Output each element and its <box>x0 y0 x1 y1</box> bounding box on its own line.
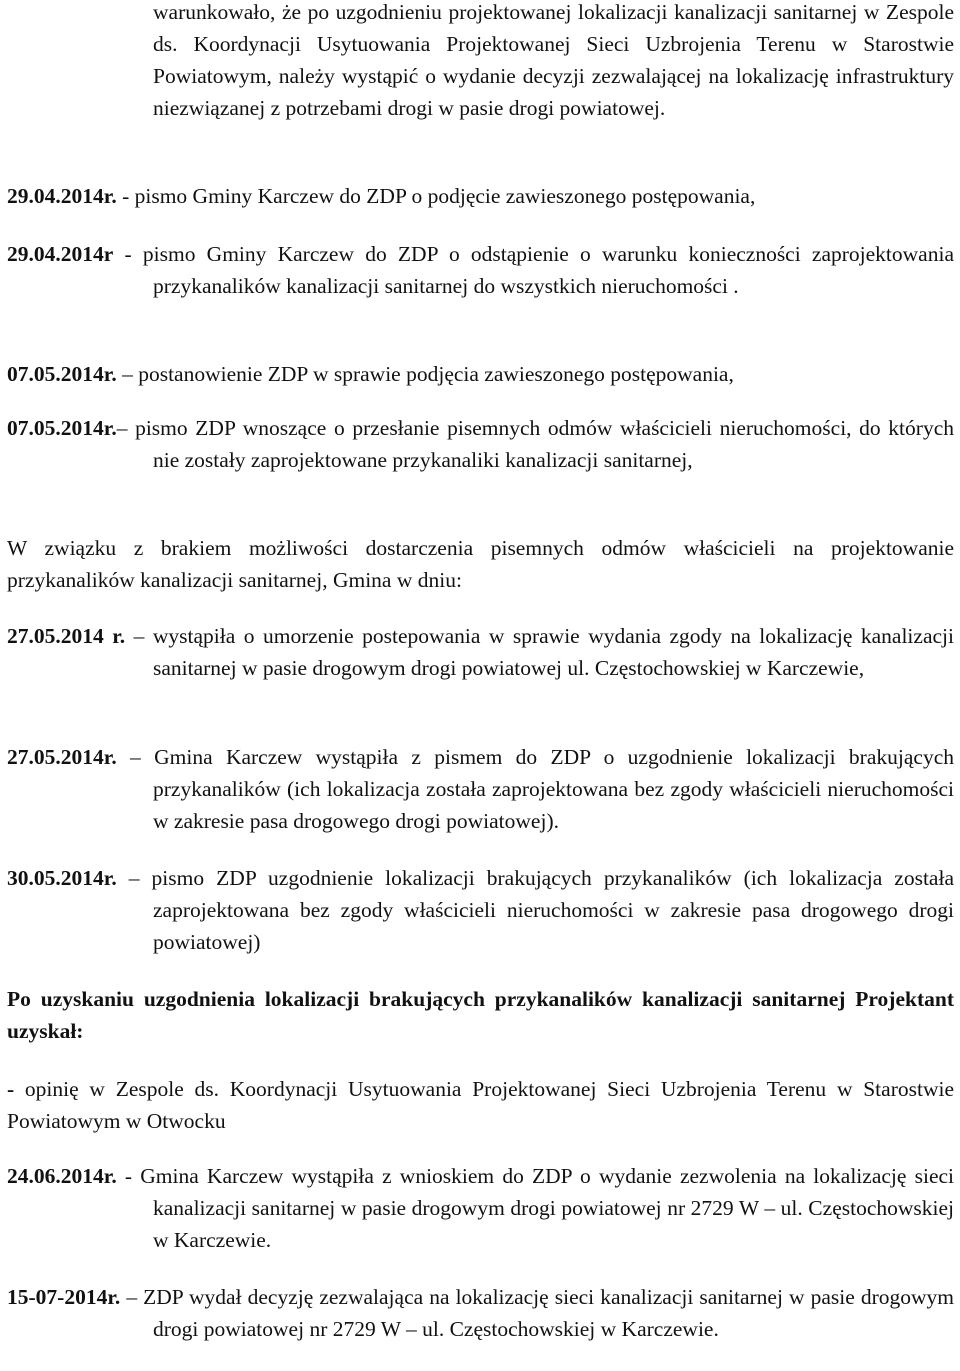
bullet-text: opinię w Zespole ds. Koordynacji Usytuowania Projektowanej Sieci Uzbrojenia Terenu w Starostwie Powiatowym w Otwocku <box>7 1077 954 1133</box>
bullet-dash: - <box>7 1077 15 1101</box>
entry-text: - pismo Gminy Karczew do ZDP o odstąpienie o warunku konieczności zaprojektowania przykanalików kanalizacji sanitarnej do wszystkich nieruchomości . <box>113 242 954 298</box>
entry-date: 07.05.2014r. <box>7 362 117 386</box>
entry-text: – ZDP wydał decyzję zezwalająca na lokalizację sieci kanalizacji sanitarnej w pasie drogowym drogi powiatowej nr 2729 W – ul. Częstochowskiej w Karczewie. <box>120 1285 954 1341</box>
timeline-entry <box>7 1281 954 1345</box>
entry-date: 30.05.2014r. <box>7 866 117 890</box>
entry-text: – pismo ZDP uzgodnienie lokalizacji brakujących przykanalików (ich lokalizacja została zaprojektowana bez zgody właścicieli nieruchomości w zakresie pasa drogowego drogi powiatowej) <box>116 866 954 954</box>
entry-date: 07.05.2014r. <box>7 416 117 440</box>
section-heading: Po uzyskaniu uzgodnienia lokalizacji brakujących przykanalików kanalizacji sanitarnej Projektant uzyskał: <box>7 987 954 1043</box>
entry-text: – wystąpiła o umorzenie postepowania w sprawie wydania zgody na lokalizację kanalizacji sanitarnej w pasie drogowym drogi powiatowej ul. Częstochowskiej w Karczewie, <box>125 624 954 680</box>
timeline-entry <box>7 741 954 837</box>
entry-date: 15-07-2014r. <box>7 1285 121 1309</box>
timeline-entry <box>7 180 954 212</box>
body-paragraph: W związku z brakiem możliwości dostarczenia pisemnych odmów właścicieli na projektowanie przykanalików kanalizacji sanitarnej, Gmina w dniu: <box>7 536 954 592</box>
intro-paragraph: warunkowało, że po uzgodnieniu projektowanej lokalizacji kanalizacji sanitarnej w Zespole ds. Koordynacji Usytuowania Projektowanej Sieci Uzbrojenia Terenu w Starostwie Powiatowym, należy wystąpić o wydanie decyzji zezwalającej na lokalizację infrastruktury niezwiązanej z potrzebami drogi w pasie drogi powiatowej. <box>153 0 954 120</box>
entry-date: 29.04.2014r <box>7 242 114 266</box>
entry-date: 27.05.2014r. <box>7 745 117 769</box>
entry-text: - Gmina Karczew wystąpiła z wnioskiem do ZDP o wydanie zezwolenia na lokalizację sieci kanalizacji sanitarnej w pasie drogowym drogi powiatowej nr 2729 W – ul. Częstochowskiej w Karczewie. <box>116 1164 954 1252</box>
entry-date: 27.05.2014 r. <box>7 624 126 648</box>
timeline-entry <box>7 620 954 684</box>
timeline-entry <box>7 238 954 302</box>
timeline-entry <box>7 862 954 958</box>
entry-date: 24.06.2014r. <box>7 1164 117 1188</box>
timeline-entry <box>7 358 954 390</box>
entry-text: – pismo ZDP wnoszące o przesłanie pisemnych odmów właścicieli nieruchomości, do których nie zostały zaprojektowane przykanaliki kanalizacji sanitarnej, <box>116 416 954 472</box>
entry-text: – postanowienie ZDP w sprawie podjęcia zawieszonego postępowania, <box>116 362 734 386</box>
timeline-entry <box>7 1160 954 1256</box>
entry-text: - pismo Gminy Karczew do ZDP o podjęcie zawieszonego postępowania, <box>116 184 756 208</box>
bullet-item <box>7 1073 954 1137</box>
entry-text: – Gmina Karczew wystąpiła z pismem do ZDP o uzgodnienie lokalizacji brakujących przykanalików (ich lokalizacja została zaprojektowana bez zgody właścicieli nieruchomości w zakresie pasa drogowego drogi powiatowej). <box>116 745 954 833</box>
timeline-entry <box>7 412 954 476</box>
entry-date: 29.04.2014r. <box>7 184 117 208</box>
